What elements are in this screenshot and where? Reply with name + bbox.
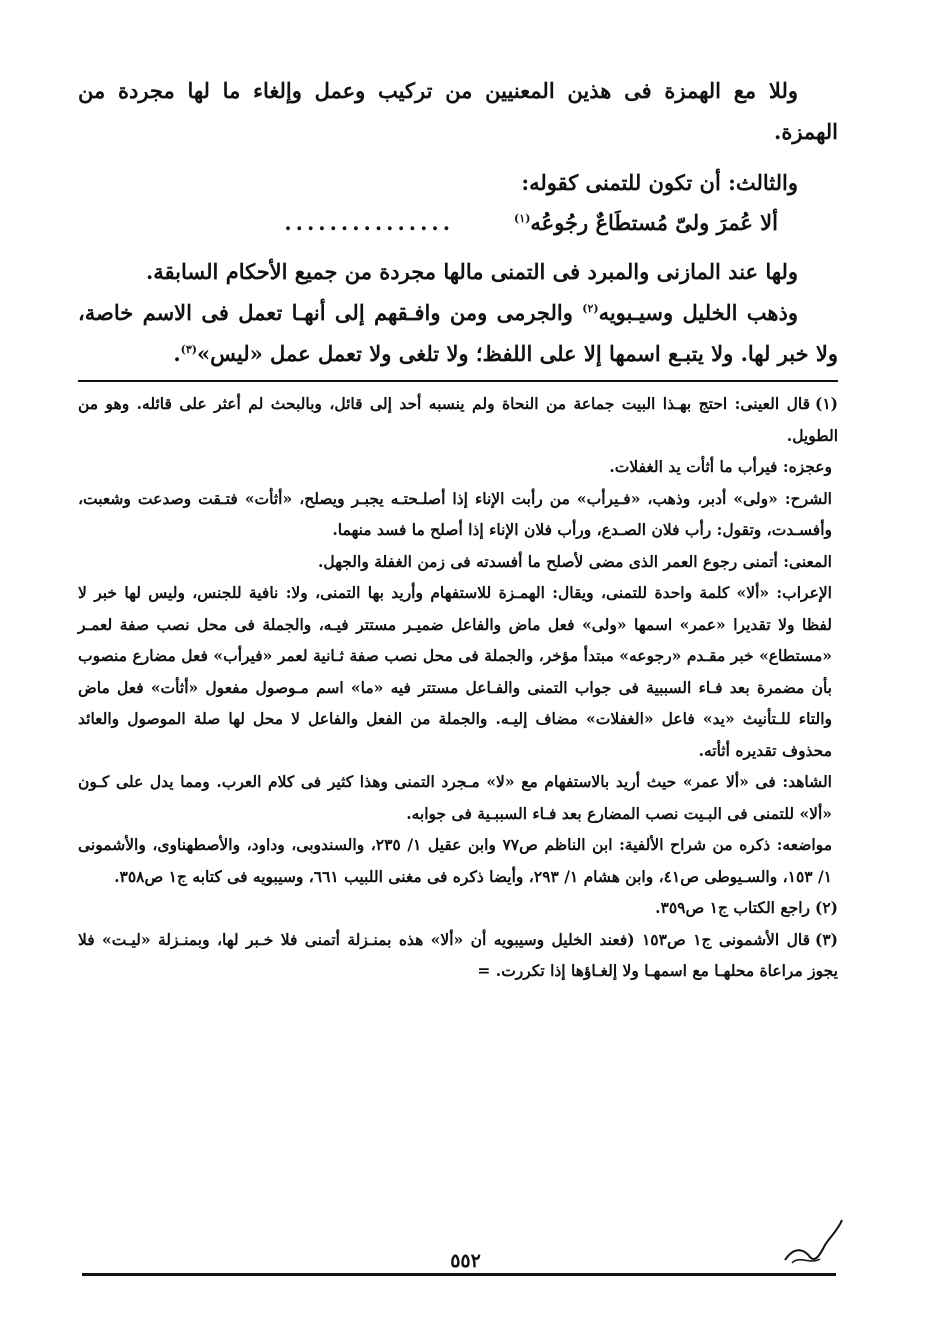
footnote-1-shahid: الشاهد: فى «ألا عمر» حيث أريد بالاستفهام مع «لا» مـجرد التمنى وهذا كثير فى كلام العرب. ومما يدل على كـون «ألا» للتمنى فى البـيت نصب المضارع بعد فـاء السببـية فى جوابه. — [78, 772, 832, 823]
footnote-1-mawadi: مواضعه: ذكره من شراح الألفية: ابن الناظم ص٧٧ وابن عقيل ١/ ٢٣٥، والسندوبى، وداود، والأصطهناوى، والأشمونى ١/ ١٥٣، والسـيوطى ص٤١، وابن هشام ١/ ٢٩٣، وأيضا ذكره فى مغنى اللبيب ٦٦١، وسيبويه فى كتابه ج١ ص٣٥٨. — [78, 835, 832, 886]
footnote-2: (٢)راجع الكتاب ج١ ص٣٥٩. — [655, 898, 838, 917]
main-text — [78, 70, 838, 374]
page-body — [78, 70, 838, 987]
verse-line — [78, 205, 838, 241]
section-heading: والثالث: أن تكون للتمنى كقوله: — [521, 170, 798, 195]
footnote-1-irab: الإعراب: «ألا» كلمة واحدة للتمنى، ويقال: الهمـزة للاستفهام وأريد بها التمنى، ولا: نافية للجنس، وليس لها خبر لا لفظا ولا تقديرا «عمر» اسمها «ولى» فعل ماض والفاعل ضميـر مستتر فيـه، والجملة فى محل نصب صفة لعمـر «مستطاع» خبر مقـدم «رجوعه» مبتدأ مؤخر، والجملة فى محل نصب صفة ثـانية لعمر «فيرأب» فعل مضارع منصوب بأن مضمرة بعد فـاء السببية فى جواب التمنى والفـاعل مستتر فيه «ما» اسم مـوصول مفعول «أثأت» فعل ماض والتاء للـتأنيث «يد» فاعل «الغفلات» مضاف إليـه. والجملة من الفعل والفاعل لا محل لها صلة الموصول والعائد محذوف تقديره أثأته. — [78, 583, 832, 760]
footnote-3: (٣)قال الأشمونى ج١ ص١٥٣ (فعند الخليل وسيبويه أن «ألا» هذه بمنـزلة أتمنى فلا خـبر لها، وبمنـزلة «ليـت» فلا يجوز مراعاة محلهـا مع اسمهـا ولا إلغـاؤها إذا تكررت. = — [78, 929, 838, 980]
footnote-ref-2: (٢) — [582, 302, 599, 315]
paragraph-2: ولها عند المازنى والمبرد فى التمنى مالها مجردة من جميع الأحكام السابقة. — [145, 259, 798, 284]
paragraph-3: وذهب الخليل وسيـبويه$^{(٢)}$ والجرمى ومن وافـقهم إلى أنهـا تعمل فى الاسم خاصة، ولا خبر لها. ولا يتبـع اسمها إلا على اللفظ؛ ولا تلغى ولا تعمل عمل «ليس»$^{(٣)}$. — [78, 300, 838, 366]
footnote-1-ajz: وعجزه: فيرأب ما أثأت يد الغفلات. — [609, 457, 832, 476]
verse-dots: ............... — [284, 210, 455, 235]
bottom-rule — [82, 1273, 836, 1276]
verse-text: ألا عُمرَ ولىّ مُستطَاعٌ رجُوعُه$^{(١)}$ — [514, 210, 778, 235]
footnotes — [78, 388, 838, 987]
footnote-ref-1: (١) — [514, 212, 531, 225]
footnote-ref-3: (٣) — [180, 343, 197, 356]
footnote-1-maana: المعنى: أتمنى رجوع العمر الذى مضى لأصلح ما أفسدته فى زمن الغفلة والجهل. — [318, 551, 832, 571]
footnote-1-sharh: الشرح: «ولى» أدبر، وذهب، «فـيرأب» من رأبت الإناء إذا أصلـحتـه يجبـر ويصلح، «أثأت» فتـقت وصدعت وشعبت، وأفسـدت، وتقول: رأب فلان الصـدع، ورأب فلان الإناء إذا أصلح ما فسد منهما. — [78, 488, 832, 539]
paragraph-1: وللا مع الهمزة فى هذين المعنيين من تركيب وعمل وإلغاء ما لها مجردة من الهمزة. — [78, 78, 838, 144]
footnote-1: (١)قال العينى: احتج بهـذا البيت جماعة من النحاة ولم ينسبه أحد إلى قائل، وبالبحث لم أعثر على قائله. وهو من الطويل. — [78, 394, 838, 445]
page-number: ٥٥٢ — [450, 1250, 481, 1272]
footnote-divider — [78, 380, 838, 382]
